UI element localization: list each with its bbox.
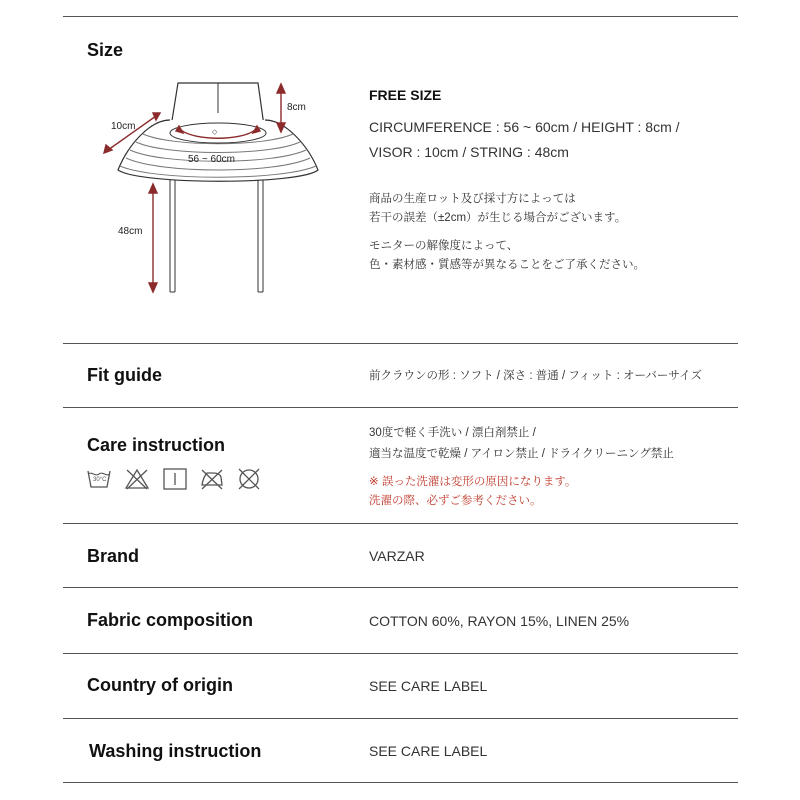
fabric-heading: Fabric composition [87,610,254,630]
brand-value: VARZAR [369,548,425,564]
size-note-1-line-2: 若干の誤差（±2cm）が生じる場合がございます。 [369,212,627,224]
care-line-1: 30度で軽く手洗い / 漂白剤禁止 / [369,427,536,439]
brand-heading: Brand [87,546,140,566]
free-size-label: FREE SIZE [369,87,442,103]
hand-wash-30-icon [86,467,112,491]
no-bleach-icon [124,467,150,491]
fit-guide-heading: Fit guide [87,365,162,385]
tumble-dry-icon [162,467,188,491]
visor-dimension-label: 10cm [111,121,136,132]
svg-text:◇: ◇ [212,128,218,136]
care-heading: Care instruction [87,435,226,455]
size-note-2 [369,237,645,275]
origin-value: SEE CARE LABEL [369,678,488,694]
size-note-1 [369,190,626,228]
size-note-1-line-1: 商品の生産ロット及び採寸方によっては [369,193,576,205]
circumference-dimension-label: 56 ~ 60cm [188,154,235,165]
care-warning [369,473,576,511]
origin-heading: Country of origin [87,675,233,695]
size-heading: Size [87,40,124,60]
no-iron-icon [199,467,225,491]
wash-temp-label: 30°C [93,477,107,483]
care-line-2: 適当な温度で乾燥 / アイロン禁止 / ドライクリーニング禁止 [369,448,674,460]
care-warning-line-2: 洗濯の際、必ずご参考ください。 [369,495,542,507]
size-note-2-line-2: 色・素材感・質感等が異なることをご了承ください。 [369,259,645,271]
size-note-2-line-1: モニターの解像度によって、 [369,240,519,252]
washing-heading: Washing instruction [89,741,262,761]
care-warning-line-1: ※ 誤った洗濯は変形の原因になります。 [369,476,577,488]
size-spec-line-1: CIRCUMFERENCE : 56 ~ 60cm / HEIGHT : 8cm / [369,119,680,135]
care-text [369,424,674,464]
no-dry-clean-icon [236,467,262,491]
height-dimension-label: 8cm [287,102,306,113]
string-dimension-label: 48cm [118,226,143,237]
washing-value: SEE CARE LABEL [369,743,488,759]
fit-guide-value: 前クラウンの形 : ソフト / 深さ : 普通 / フィット : オーバーサイズ [369,370,703,382]
fabric-value: COTTON 60%, RAYON 15%, LINEN 25% [369,613,630,629]
size-spec-line-2: VISOR : 10cm / STRING : 48cm [369,144,569,160]
